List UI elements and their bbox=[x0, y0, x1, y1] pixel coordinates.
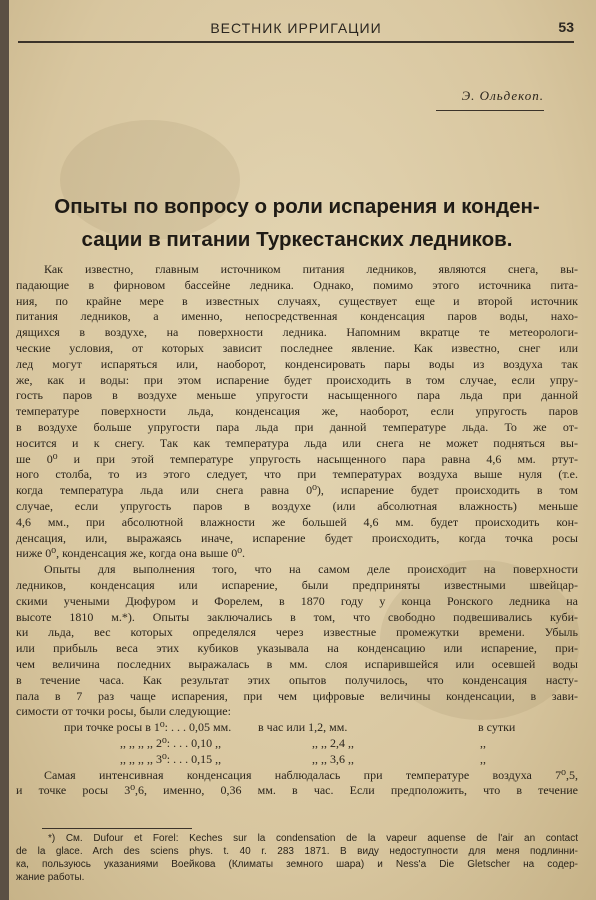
text-line: падающие в фирновом бассейне ледника. Однако, помимо этого источника пита- bbox=[16, 277, 578, 292]
footnote-rule bbox=[42, 828, 192, 829]
author-name: Э. Ольдекоп. bbox=[461, 88, 544, 103]
text-line: или прибыль веса этих кубиков указывала на конденсацию или испарение, при- bbox=[16, 641, 578, 656]
text-line: температуре поверхности льда, конденсация же, наоборот, если упругость паров bbox=[16, 404, 578, 419]
text-line: симости от точки росы, были следующие: bbox=[16, 704, 231, 719]
binding-edge bbox=[0, 0, 9, 900]
paragraph-2 bbox=[16, 562, 578, 720]
footnote-line: *) См. Dufour et Forel: Keches sur la condensation de la vapeur aquense de l'air an contact bbox=[48, 833, 578, 844]
article-body bbox=[16, 262, 578, 799]
text-line: высоте 1810 м.*). Опыты заключались в том, что свободно подвешивались куби- bbox=[16, 609, 578, 624]
table-cell: ,, bbox=[480, 751, 486, 766]
table-cell: ,, ,, ,, ,, 2⁰: . . . 0,10 ,, bbox=[120, 735, 222, 750]
article-title bbox=[16, 190, 578, 256]
journal-title: ВЕСТНИК ИРРИГАЦИИ bbox=[210, 20, 382, 36]
page-number: 53 bbox=[558, 19, 574, 35]
footnote bbox=[16, 832, 578, 884]
text-line: лед могут испаряться или, наоборот, конденсировать пары воды из воздуха так bbox=[16, 356, 578, 371]
footnote-line: ка, пользуюсь указаниями Воейкова (Климаты земного шара) и Ness'a Die Gletscher на содер- bbox=[16, 859, 578, 870]
text-line: Самая интенсивная конденсация наблюдалась при температуре воздуха 7⁰,5, bbox=[44, 767, 578, 782]
text-line: в воздухе больше упругости пара льда при данной температуре льда. То же от- bbox=[16, 419, 578, 434]
text-line: ки льда, вес которых определялся через известные промежутки времени. Убыль bbox=[16, 625, 578, 640]
text-line: случае, если упругость паров в воздухе (или абсолютная влажность) меньше bbox=[16, 498, 578, 513]
text-line: скими учеными Дюфуром и Форелем, в 1870 году у конца Ронского ледника на bbox=[16, 593, 578, 608]
text-line: ше 0⁰ и при этой температуре упругость насыщенного пара равна 4,6 мм. ртут- bbox=[16, 451, 578, 466]
header-rule bbox=[18, 41, 574, 43]
table-cell: в час или 1,2, мм. bbox=[258, 720, 348, 735]
table-cell: ,, ,, 2,4 ,, bbox=[312, 735, 354, 750]
text-line: в течение часа. Как результат этих опытов получилось, что конденсация насту- bbox=[16, 672, 578, 687]
text-line: носится и к снегу. Так как температура льда или снега не может подняться вы- bbox=[16, 435, 578, 450]
text-line: Опыты для выполнения того, что на самом деле происходит на поверхности bbox=[44, 562, 578, 577]
table-row bbox=[16, 736, 578, 752]
condensation-table bbox=[16, 720, 578, 767]
paragraph-1 bbox=[16, 262, 578, 562]
article-title-line: Опыты по вопросу о роли испарения и конден- bbox=[54, 195, 540, 218]
table-row bbox=[16, 720, 578, 736]
text-line: ниже 0⁰, конденсация же, когда она выше 0⁰. bbox=[16, 546, 246, 561]
text-line: чем величина последних выражалась в мм. слоя испарившейся или осевшей воды bbox=[16, 656, 578, 671]
text-line: питания ледников, а именно, непосредственная конденсация паров воды, нахо- bbox=[16, 309, 578, 324]
text-line: ледников, конденсация или испарение, были предприняты известными швейцар- bbox=[16, 577, 578, 592]
text-line: гость паров в воздухе меньше упругости насыщенного пара льда при данной bbox=[16, 388, 578, 403]
table-cell: при точке росы в 1⁰: . . . 0,05 мм. bbox=[64, 720, 232, 735]
text-line: же, как и воды: при этом испарение будет происходить в том случае, если упру- bbox=[16, 372, 578, 387]
text-line: ческие условия, от которых зависит последнее явление. Как известно, снег или bbox=[16, 340, 578, 355]
footnote-line: жание работы. bbox=[16, 872, 85, 883]
article-title-line: сации в питании Туркестанских ледников. bbox=[81, 228, 513, 251]
text-line: ного столба, то из этого следует, что при температурах воздуха выше нуля (т.е. bbox=[16, 467, 578, 482]
table-cell: ,, bbox=[480, 735, 486, 750]
text-line: ния, по крайне мере в известных случаях, существует еще и второй источник bbox=[16, 293, 578, 308]
text-line: дящихся в воздухе, на поверхности ледника. Напомним вкратце те метеорологи- bbox=[16, 325, 578, 340]
text-line: пала в 7 раз чаще испарения, при чем цифровые величины конденсации, в зави- bbox=[16, 688, 578, 703]
table-cell: ,, ,, ,, ,, 3⁰: . . . 0,15 ,, bbox=[120, 751, 222, 766]
table-cell: в сутки bbox=[478, 720, 516, 735]
text-line: денсация, или, выражаясь иначе, испарение будет происходить, когда точка росы bbox=[16, 530, 578, 545]
text-line: и точке росы 3⁰,6, именно, 0,36 мм. в час. Если предположить, что в течение bbox=[16, 783, 578, 798]
table-cell: ,, ,, 3,6 ,, bbox=[312, 751, 354, 766]
footnote-line: de la glace. Arch des sciens phys. t. 40 r. 283 1871. В виду недоступности для меня подлинни- bbox=[16, 846, 578, 857]
paragraph-3 bbox=[16, 768, 578, 800]
running-header bbox=[18, 14, 574, 40]
author-rule bbox=[436, 110, 544, 111]
text-line: когда температура льда или снега равна 0⁰), испарение будет происходить в том bbox=[16, 483, 578, 498]
text-line: 4,6 мм., при абсолютной влажности же большей 4,6 мм. будет происходить кон- bbox=[16, 514, 578, 529]
text-line: Как известно, главным источником питания ледников, являются снега, вы- bbox=[44, 262, 578, 276]
table-row bbox=[16, 752, 578, 768]
